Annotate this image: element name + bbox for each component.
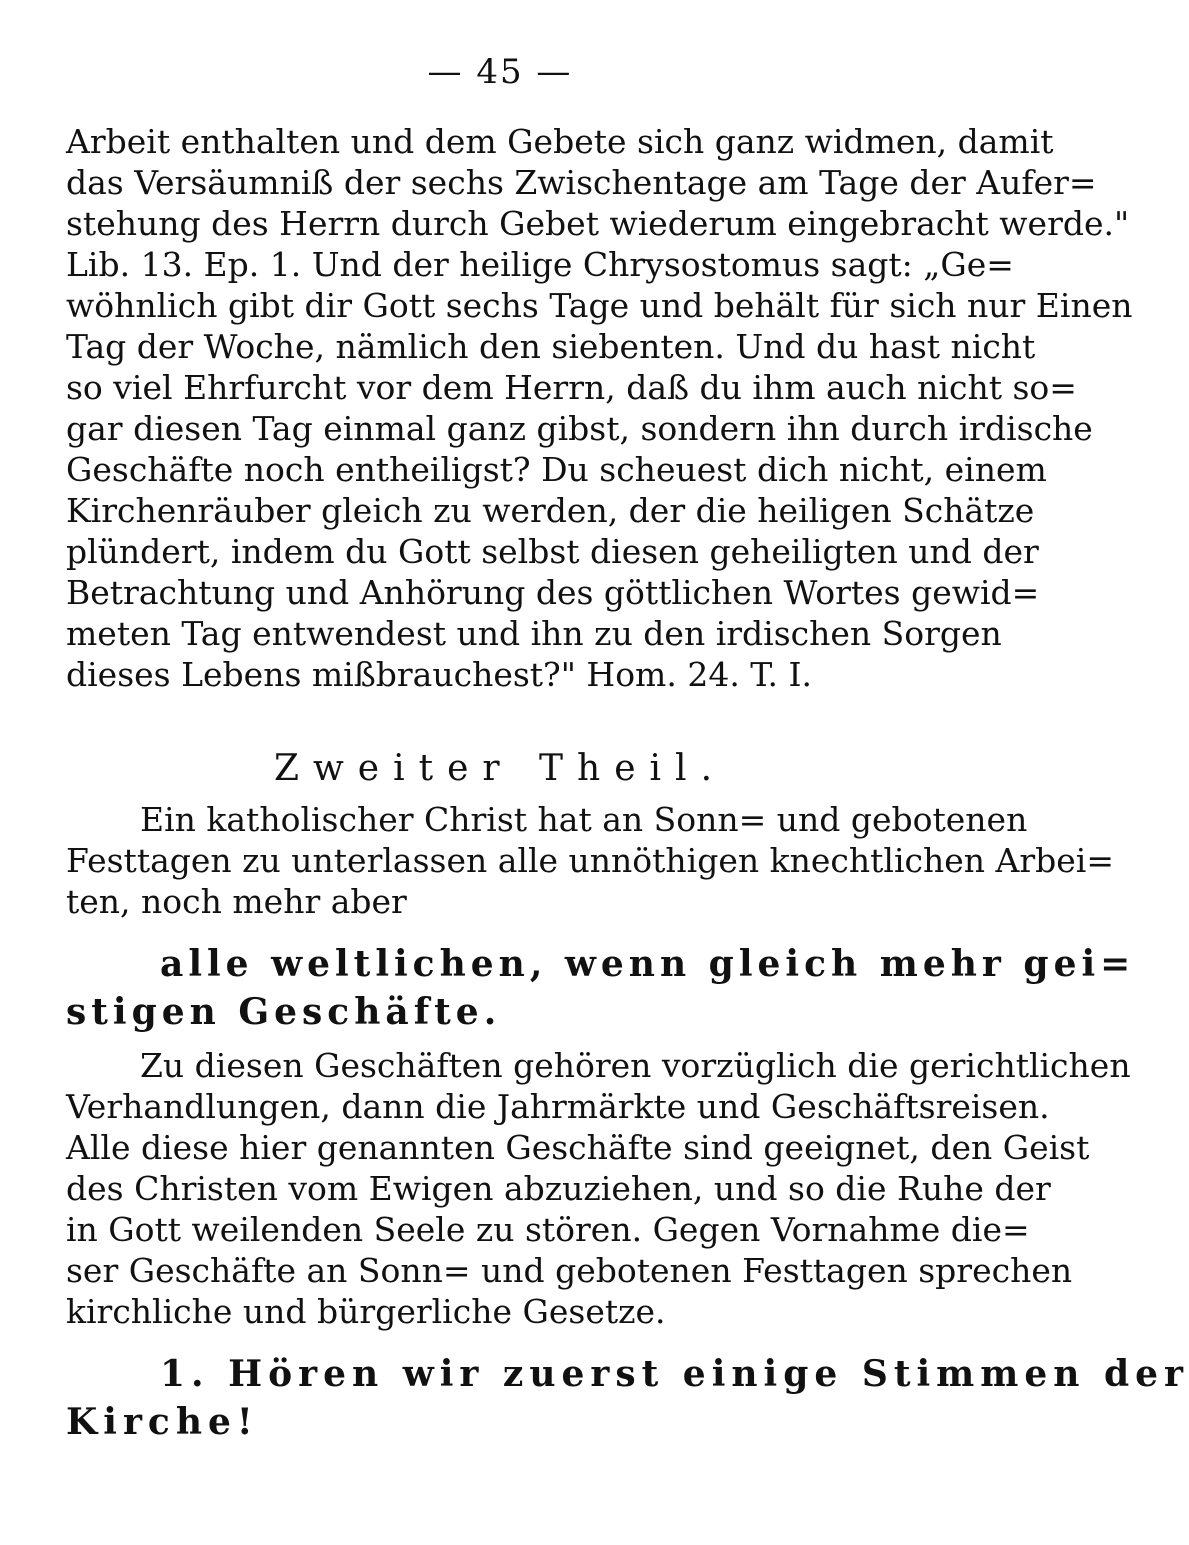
text-line: das Versäumniß der sechs Zwischentage am Tage der Aufer= xyxy=(66,163,1097,202)
text-line: plündert, indem du Gott selbst diesen geheiligten und der xyxy=(66,532,1039,571)
thesis-line: Ein katholischer Christ hat an Sonn= und gebotenen xyxy=(140,800,1028,839)
text-line: Tag der Woche, nämlich den siebenten. Und du hast nicht xyxy=(66,327,1036,366)
body-line: Zu diesen Geschäften gehören vorzüglich die gerichtlichen xyxy=(140,1046,1131,1085)
subheading-line: Kirche! xyxy=(66,1401,259,1443)
text-line: Betrachtung und Anhörung des göttlichen Wortes gewid= xyxy=(66,573,1040,612)
thesis-line: ten, noch mehr aber xyxy=(66,882,407,921)
text-line: Lib. 13. Ep. 1. Und der heilige Chrysostomus sagt: „Ge= xyxy=(66,245,1014,284)
body-line: ser Geschäfte an Sonn= und gebotenen Festtagen sprechen xyxy=(66,1251,1073,1290)
text-line: Arbeit enthalten und dem Gebete sich ganz widmen, damit xyxy=(66,122,1054,161)
thesis-line: Festtagen zu unterlassen alle unnöthigen knechtlichen Arbei= xyxy=(66,841,1114,880)
text-line: dieses Lebens mißbrauchest?" Hom. 24. T. I. xyxy=(66,655,812,694)
page-number: — 45 — xyxy=(427,52,573,92)
text-line: gar diesen Tag einmal ganz gibst, sondern ihn durch irdische xyxy=(66,409,1093,448)
text-line: stehung des Herrn durch Gebet wiederum eingebracht werde." xyxy=(66,204,1130,243)
body-line: Verhandlungen, dann die Jahrmärkte und Geschäftsreisen. xyxy=(66,1087,1050,1126)
body-line: in Gott weilenden Seele zu stören. Gegen Vornahme die= xyxy=(66,1210,1030,1249)
section-title: Zweiter Theil. xyxy=(273,748,727,789)
text-line: so viel Ehrfurcht vor dem Herrn, daß du ihm auch nicht so= xyxy=(66,368,1077,407)
text-line: meten Tag entwendest und ihn zu den irdischen Sorgen xyxy=(66,614,1002,653)
subheading-line: 1. Hören wir zuerst einige Stimmen der xyxy=(160,1353,1189,1395)
body-line: kirchliche und bürgerliche Gesetze. xyxy=(66,1292,666,1331)
body-line: des Christen vom Ewigen abzuziehen, und so die Ruhe der xyxy=(66,1169,1051,1208)
emphasis-line: alle weltlichen, wenn gleich mehr gei= xyxy=(160,943,1136,985)
text-line: Geschäfte noch entheiligst? Du scheuest dich nicht, einem xyxy=(66,450,1047,489)
emphasis-line: stigen Geschäfte. xyxy=(66,991,502,1033)
text-line: Kirchenräuber gleich zu werden, der die heiligen Schätze xyxy=(66,491,1035,530)
body-line: Alle diese hier genannten Geschäfte sind geeignet, den Geist xyxy=(66,1128,1090,1167)
text-line: wöhnlich gibt dir Gott sechs Tage und behält für sich nur Einen xyxy=(66,286,1133,325)
